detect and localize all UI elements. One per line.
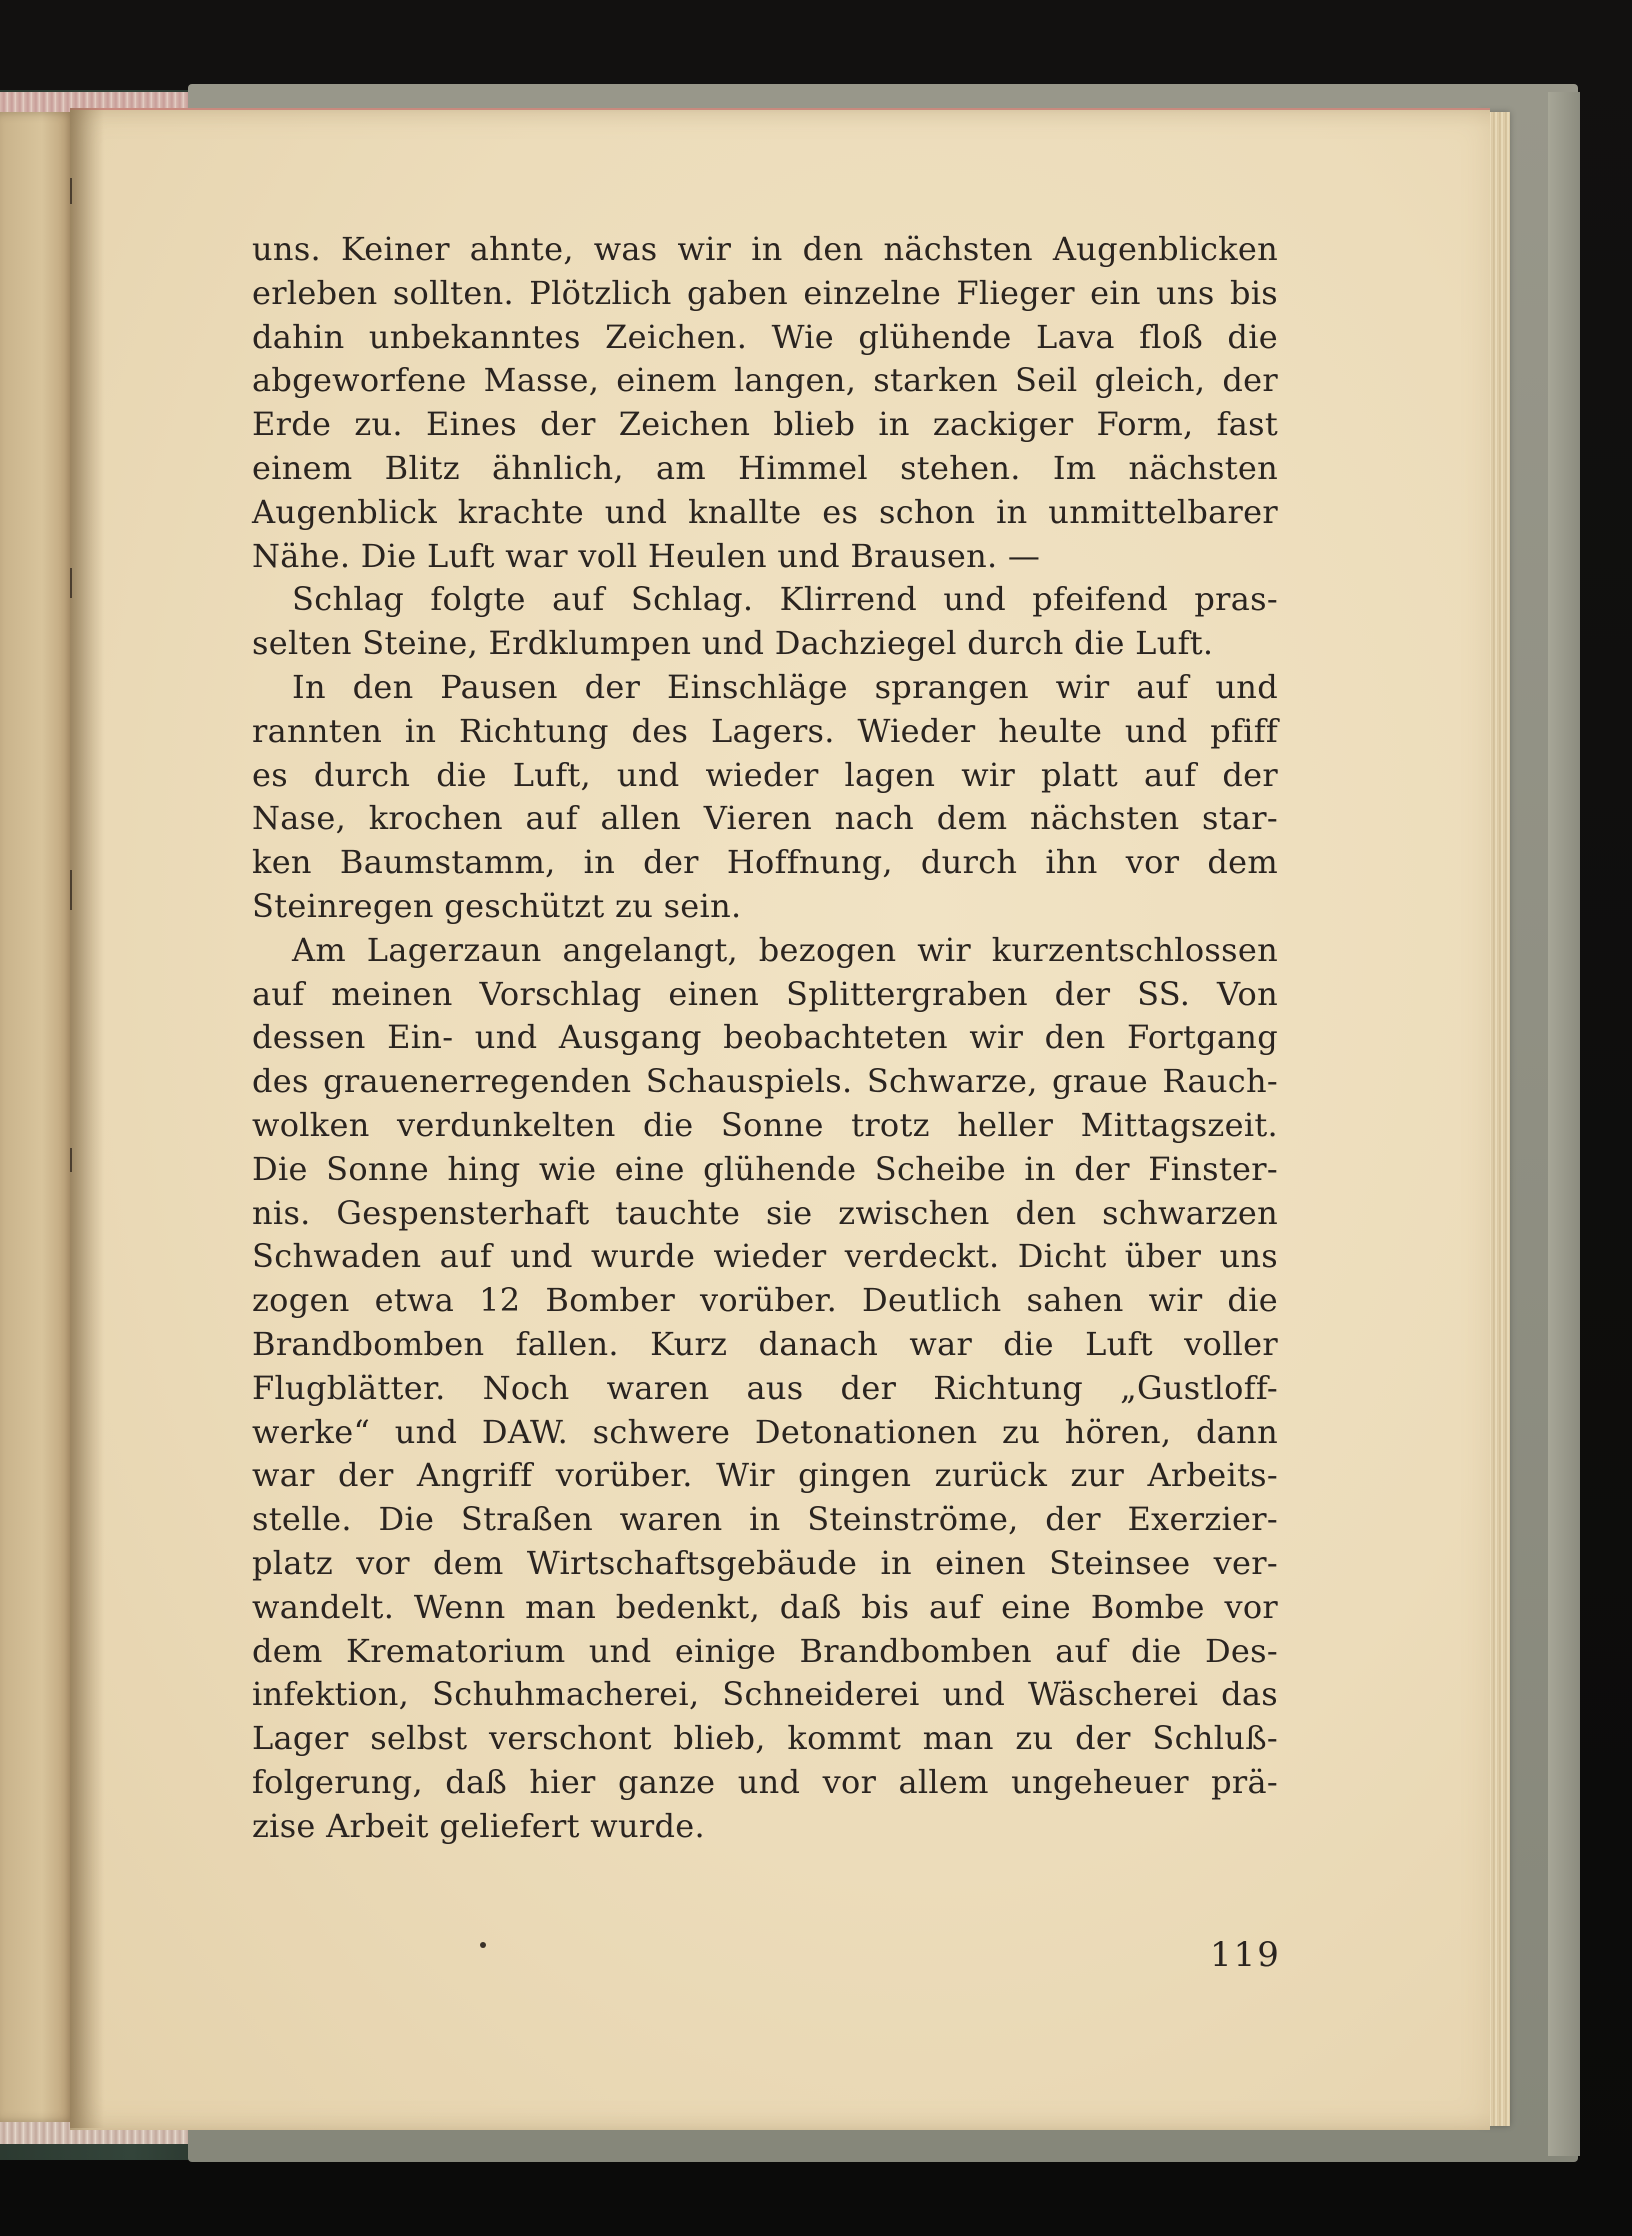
body-text bbox=[252, 228, 1278, 1848]
text-line: Die Sonne hing wie eine glühende Scheibe in der Finster- bbox=[252, 1149, 1278, 1188]
page-edge-mark bbox=[70, 870, 72, 910]
text-line: erleben sollten. Plötzlich gaben einzelne Flieger ein uns bis bbox=[252, 273, 1278, 312]
text-line: dessen Ein- und Ausgang beobachteten wir den Fortgang bbox=[252, 1018, 1278, 1057]
text-line: wandelt. Wenn man bedenkt, daß bis auf eine Bombe vor bbox=[252, 1587, 1278, 1626]
page-edge-mark bbox=[70, 1148, 72, 1172]
page-number: 119 bbox=[1210, 1935, 1281, 1975]
text-line: wolken verdunkelten die Sonne trotz heller Mittagszeit. bbox=[252, 1105, 1278, 1144]
text-line: dem Krematorium und einige Brandbomben auf die Des- bbox=[252, 1631, 1278, 1670]
text-line: zise Arbeit geliefert wurde. bbox=[252, 1806, 705, 1845]
page-edge-mark bbox=[70, 568, 72, 598]
text-line: In den Pausen der Einschläge sprangen wir auf und bbox=[292, 667, 1278, 706]
text-line: des grauenerregenden Schauspiels. Schwarze, graue Rauch- bbox=[252, 1062, 1278, 1101]
text-line: war der Angriff vorüber. Wir gingen zurück zur Arbeits- bbox=[252, 1456, 1278, 1495]
text-line: platz vor dem Wirtschaftsgebäude in einen Steinsee ver- bbox=[252, 1543, 1278, 1582]
facing-page-edge bbox=[0, 112, 76, 2122]
text-line: auf meinen Vorschlag einen Splittergraben der SS. Von bbox=[252, 974, 1278, 1013]
page-edge-mark bbox=[70, 178, 72, 204]
text-line: Nähe. Die Luft war voll Heulen und Brausen. — bbox=[252, 536, 1041, 575]
text-line: Lager selbst verschont blieb, kommt man zu der Schluß- bbox=[252, 1719, 1278, 1758]
text-line: werke“ und DAW. schwere Detonationen zu hören, dann bbox=[252, 1412, 1278, 1451]
text-line: infektion, Schuhmacherei, Schneiderei und Wäscherei das bbox=[252, 1675, 1278, 1714]
text-line: Flugblätter. Noch waren aus der Richtung „Gustloff- bbox=[252, 1368, 1278, 1407]
gutter-shadow bbox=[70, 108, 104, 2128]
cover-edge bbox=[1548, 92, 1580, 2156]
text-line: Brandbomben fallen. Kurz danach war die Luft voller bbox=[252, 1324, 1278, 1363]
text-line: dahin unbekanntes Zeichen. Wie glühende Lava floß die bbox=[252, 317, 1278, 356]
text-line: Schlag folgte auf Schlag. Klirrend und pfeifend pras- bbox=[292, 580, 1278, 619]
text-line: nis. Gespensterhaft tauchte sie zwischen den schwarzen bbox=[252, 1193, 1278, 1232]
ink-speck bbox=[480, 1942, 486, 1948]
text-line: ken Baumstamm, in der Hoffnung, durch ihn vor dem bbox=[252, 843, 1278, 882]
text-line: Steinregen geschützt zu sein. bbox=[252, 886, 742, 925]
text-line: stelle. Die Straßen waren in Steinströme, der Exerzier- bbox=[252, 1500, 1278, 1539]
text-line: es durch die Luft, und wieder lagen wir platt auf der bbox=[252, 755, 1278, 794]
text-line: uns. Keiner ahnte, was wir in den nächsten Augenblicken bbox=[252, 230, 1278, 268]
text-line: Nase, krochen auf allen Vieren nach dem nächsten star- bbox=[252, 799, 1278, 838]
text-line: einem Blitz ähnlich, am Himmel stehen. Im nächsten bbox=[252, 448, 1278, 487]
text-line: selten Steine, Erdklumpen und Dachziegel durch die Luft. bbox=[252, 624, 1214, 663]
text-line: abgeworfene Masse, einem langen, starken Seil gleich, der bbox=[252, 361, 1278, 400]
text-line: Schwaden auf und wurde wieder verdeckt. Dicht über uns bbox=[252, 1237, 1278, 1276]
text-line: Erde zu. Eines der Zeichen blieb in zackiger Form, fast bbox=[252, 405, 1278, 444]
text-line: Augenblick krachte und knallte es schon in unmittelbarer bbox=[252, 492, 1278, 531]
text-line: Am Lagerzaun angelangt, bezogen wir kurzentschlossen bbox=[292, 930, 1278, 969]
text-line: folgerung, daß hier ganze und vor allem ungeheuer prä- bbox=[252, 1762, 1278, 1801]
text-line: zogen etwa 12 Bomber vorüber. Deutlich sahen wir die bbox=[252, 1281, 1278, 1320]
text-line: rannten in Richtung des Lagers. Wieder heulte und pfiff bbox=[252, 711, 1278, 750]
